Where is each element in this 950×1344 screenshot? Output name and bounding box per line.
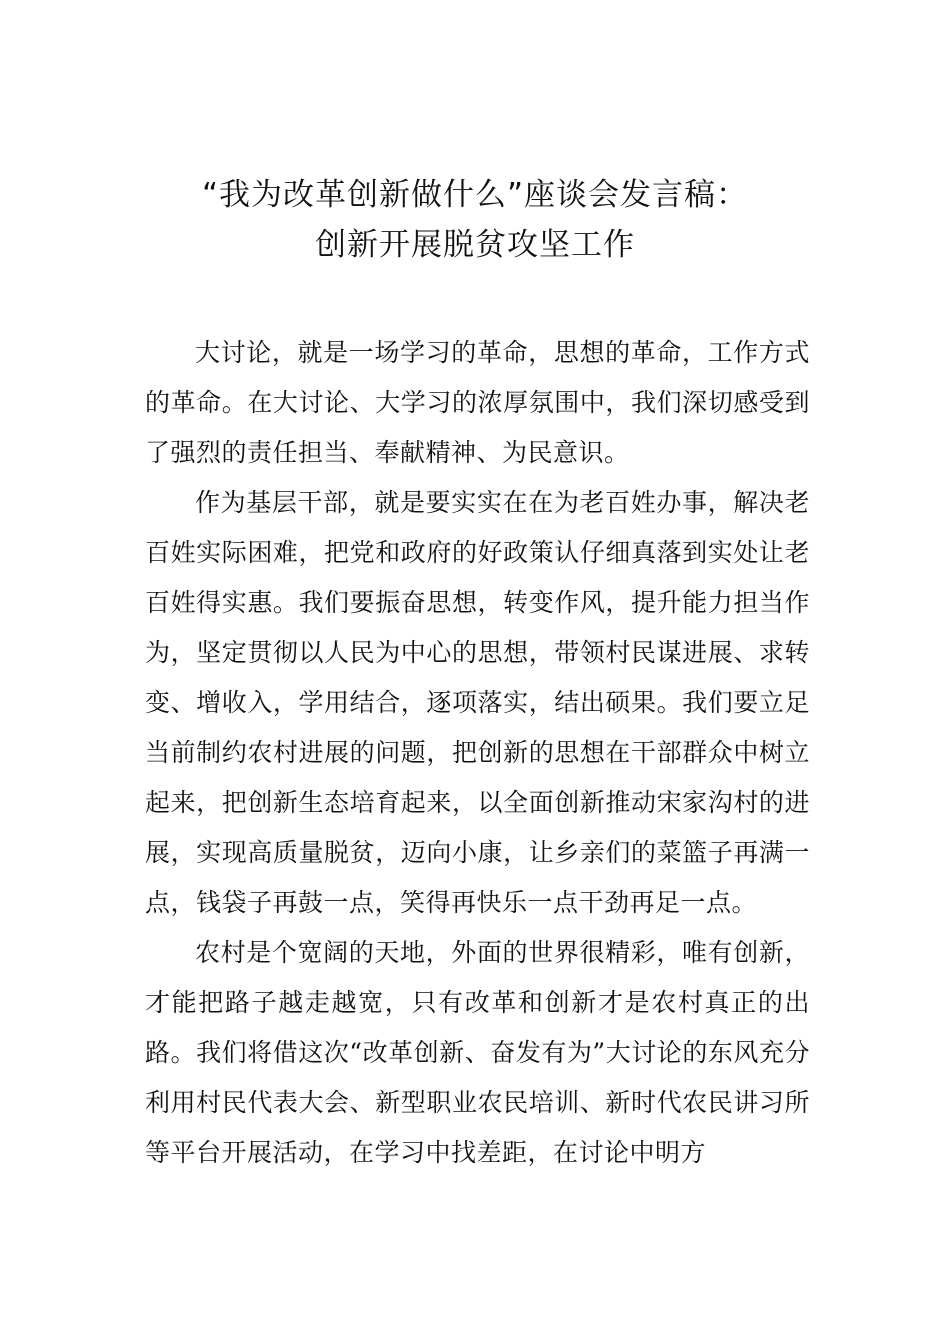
title-line-2: 创新开展脱贫攻坚工作 [315,227,635,263]
paragraph-1: 大讨论，就是一场学习的革命，思想的革命，工作方式的革命。在大讨论、大学习的浓厚氛围中，我们深切感受到了强烈的责任担当、奉献精神、为民意识。 [145,338,810,467]
document-body [145,328,810,1178]
document-title [120,170,830,270]
paragraph-3: 农村是个宽阔的天地，外面的世界很精彩，唯有创新，才能把路子越走越宽，只有改革和创新才是农村真正的出路。我们将借这次“改革创新、奋发有为”大讨论的东风充分利用村民代表大会、新型职业农民培训、新时代农民讲习所等平台开展活动，在学习中找差距，在讨论中明方 [145,938,810,1167]
paragraph-2: 作为基层干部，就是要实实在在为老百姓办事，解决老百姓实际困难，把党和政府的好政策认仔细真落到实处让老百姓得实惠。我们要振奋思想，转变作风，提升能力担当作为，坚定贯彻以人民为中心的思想，带领村民谋进展、求转变、增收入，学用结合，逐项落实，结出硕果。我们要立足当前制约农村进展的问题，把创新的思想在干部群众中树立起来，把创新生态培育起来，以全面创新推动宋家沟村的进展，实现高质量脱贫，迈向小康，让乡亲们的菜篮子再满一点，钱袋子再鼓一点，笑得再快乐一点干劲再足一点。 [145,488,810,917]
title-line-1: “我为改革创新做什么”座谈会发言稿： [201,177,749,213]
